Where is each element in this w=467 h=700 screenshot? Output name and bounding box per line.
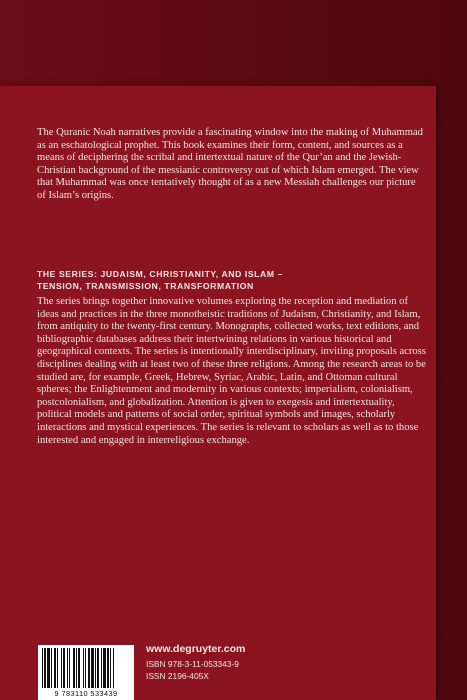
barcode-bar: [57, 648, 58, 688]
isbn-barcode: [38, 645, 134, 700]
barcode-bar: [103, 648, 106, 688]
barcode-bar: [91, 648, 94, 688]
barcode-bar: [47, 648, 50, 688]
barcode-bar: [85, 648, 86, 688]
barcode-bar: [113, 648, 114, 688]
barcode-bar: [54, 648, 56, 688]
barcode-bar: [83, 648, 84, 688]
book-blurb: The Quranic Noah narratives provide a fascinating window into the making of Muhammad as an eschatological prophet. This book examines their form, content, and sources as a means of deciphering the scribal and intertextual nature of the Qur’an and the Jewish-Christian background of the messianic controversy out of which Islam emerged. The view that Muhammad was once tentatively thought of as a new Messiah challenges our picture of Islam’s origins.: [37, 127, 423, 201]
barcode-bar: [76, 648, 77, 688]
barcode-bar: [69, 648, 70, 688]
barcode-bar: [67, 648, 68, 688]
barcode-bar: [63, 648, 65, 688]
barcode-bar: [97, 648, 99, 688]
isbn-number: ISBN 978-3-11-053343-9: [146, 659, 239, 669]
barcode-bar: [107, 648, 109, 688]
series-heading-line-2: TENSION, TRANSMISSION, TRANSFORMATION: [37, 280, 254, 291]
publisher-url[interactable]: www.degruyter.com: [146, 643, 246, 655]
barcode-bar: [73, 648, 75, 688]
issn-number: ISSN 2196-405X: [146, 671, 209, 681]
barcode-bar: [88, 648, 90, 688]
barcode-bar: [44, 648, 46, 688]
barcode-bar: [110, 648, 111, 688]
barcode-bar: [51, 648, 52, 688]
barcode-bar: [78, 648, 80, 688]
series-heading: [37, 269, 427, 292]
barcode-bar: [42, 648, 43, 688]
barcode-bar: [101, 648, 102, 688]
series-description: The series brings together innovative volumes exploring the reception and mediation of ideas and practices in the three monotheistic traditions of Judaism, Christianity, and Islam, from antiquity to the twenty-first century. Monographs, collected works, text editions, and bibliographic databases address their intertwining relations in various historical and geographical contexts. The series is intentionally interdisciplinary, inviting proposals across disciplines dealing with at least two of these three religions. Among the research areas to be studied are, for example, Greek, Hebrew, Syriac, Arabic, Latin, and Ottoman cultural spheres; the Enlightenment and modernity in various contexts; imperialism, colonialism, postcolonialism, and globalization. Attention is given to exegesis and intertextuality, political models and patterns of social order, spiritual symbols and images, scholarly interactions and mystical experiences. The series is relevant to scholars as well as to those interested and engaged in interreligious exchange.: [37, 296, 426, 446]
barcode-bar: [95, 648, 96, 688]
series-heading-line-1: THE SERIES: JUDAISM, CHRISTIANITY, AND ISLAM –: [37, 269, 283, 279]
barcode-digits: 9 783110 533439: [54, 689, 118, 698]
barcode-bar: [61, 648, 62, 688]
barcode-bars: [42, 648, 130, 688]
